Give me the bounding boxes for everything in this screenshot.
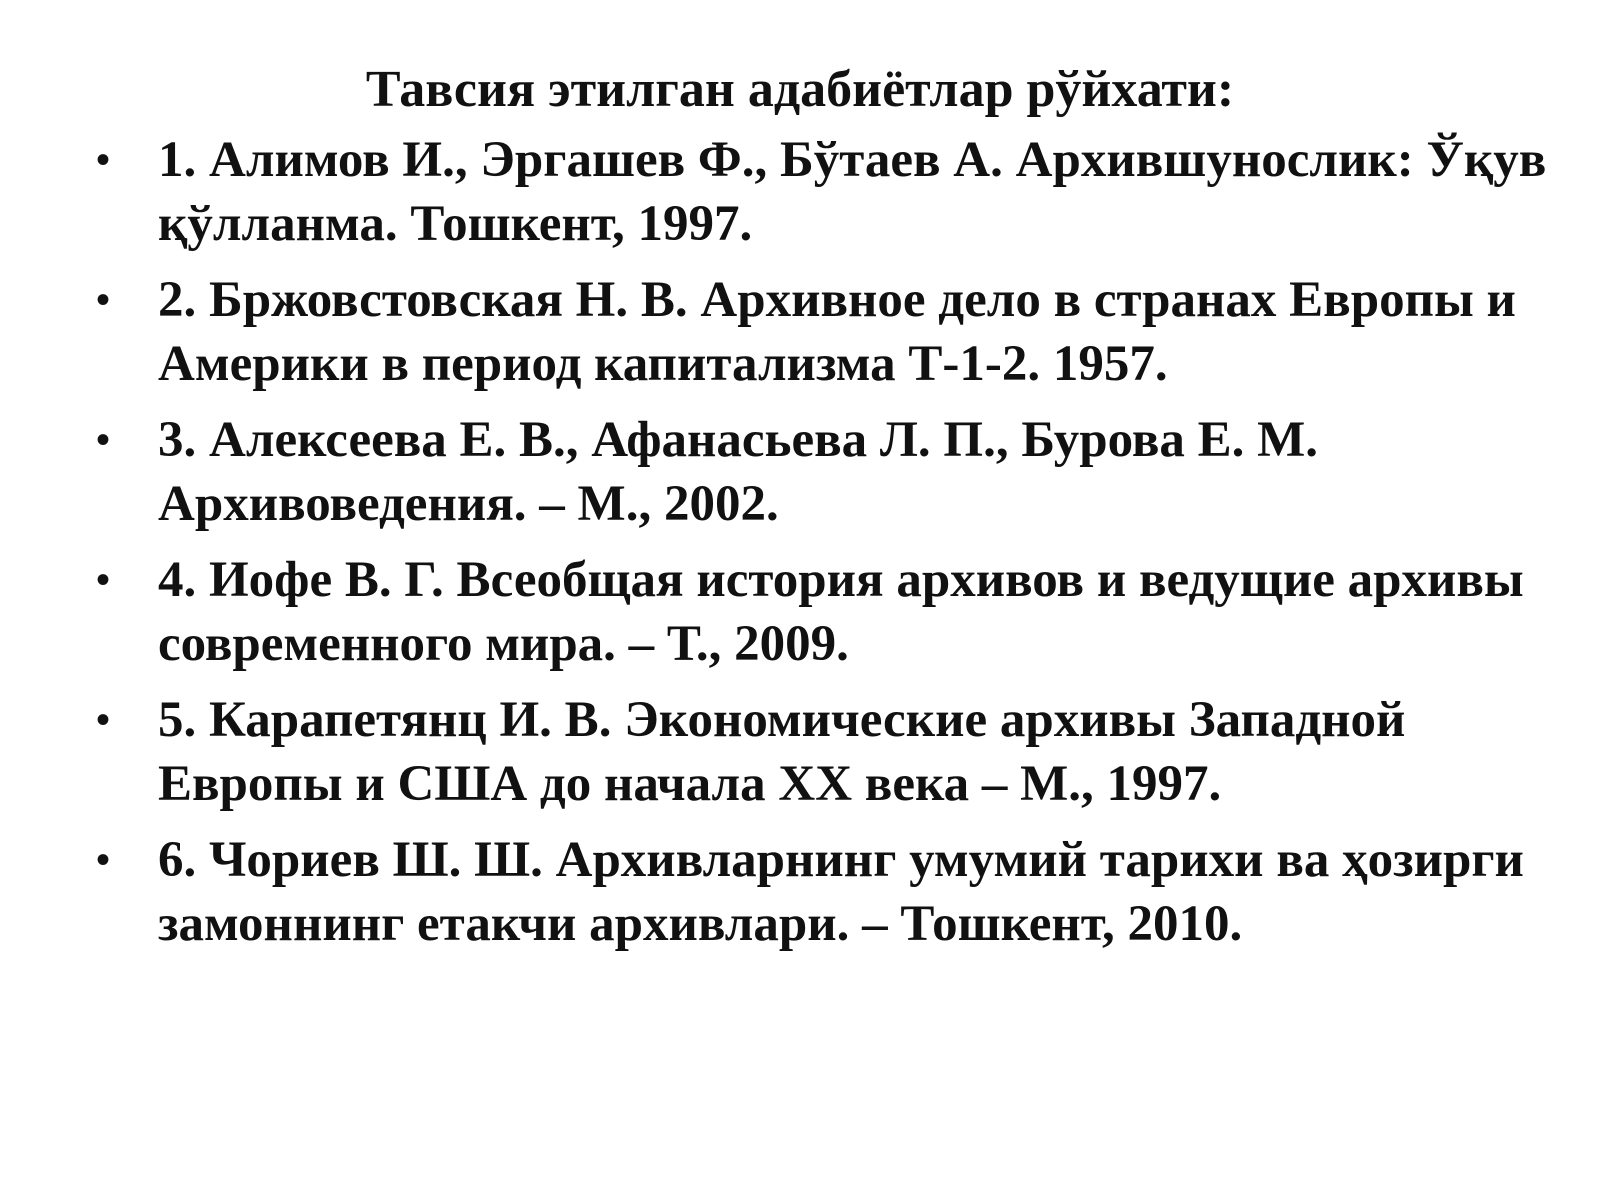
reference-text: 1. Алимов И., Эргашев Ф., Бўтаев А. Архившунослик: Ўқув қўлланма. Тошкент, 1997. (158, 132, 1547, 252)
bullet-icon: • (96, 837, 111, 882)
bullet-icon: • (96, 697, 111, 742)
bullet-icon: • (96, 417, 111, 462)
list-item (96, 828, 1586, 956)
reference-text: 2. Бржовстовская Н. В. Архивное дело в странах Европы и Америки в период капитализма Т-1-2. 1957. (158, 272, 1516, 392)
reference-text: 3. Алексеева Е. В., Афанасьева Л. П., Бурова Е. М. Архивоведения. – М., 2002. (158, 412, 1319, 532)
reference-list (96, 128, 1586, 968)
reference-text: 5. Карапетянц И. В. Экономические архивы Западной Европы и США до начала ХХ века – М., 1997. (158, 692, 1406, 812)
bullet-icon: • (96, 137, 111, 182)
list-item (96, 688, 1586, 816)
reference-text: 6. Чориев Ш. Ш. Архивларнинг умумий тарихи ва ҳозирги замоннинг етакчи архивлари. – Тошкент, 2010. (158, 832, 1524, 952)
list-item (96, 548, 1586, 676)
bullet-icon: • (96, 277, 111, 322)
list-item (96, 408, 1586, 536)
bullet-icon: • (96, 557, 111, 602)
slide-title: Тавсия этилган адабиётлар рўйхати: (365, 61, 1235, 118)
list-item (96, 128, 1586, 256)
reference-text: 4. Иофе В. Г. Всеобщая история архивов и ведущие архивы современного мира. – Т., 2009. (158, 552, 1524, 672)
list-item (96, 268, 1586, 396)
